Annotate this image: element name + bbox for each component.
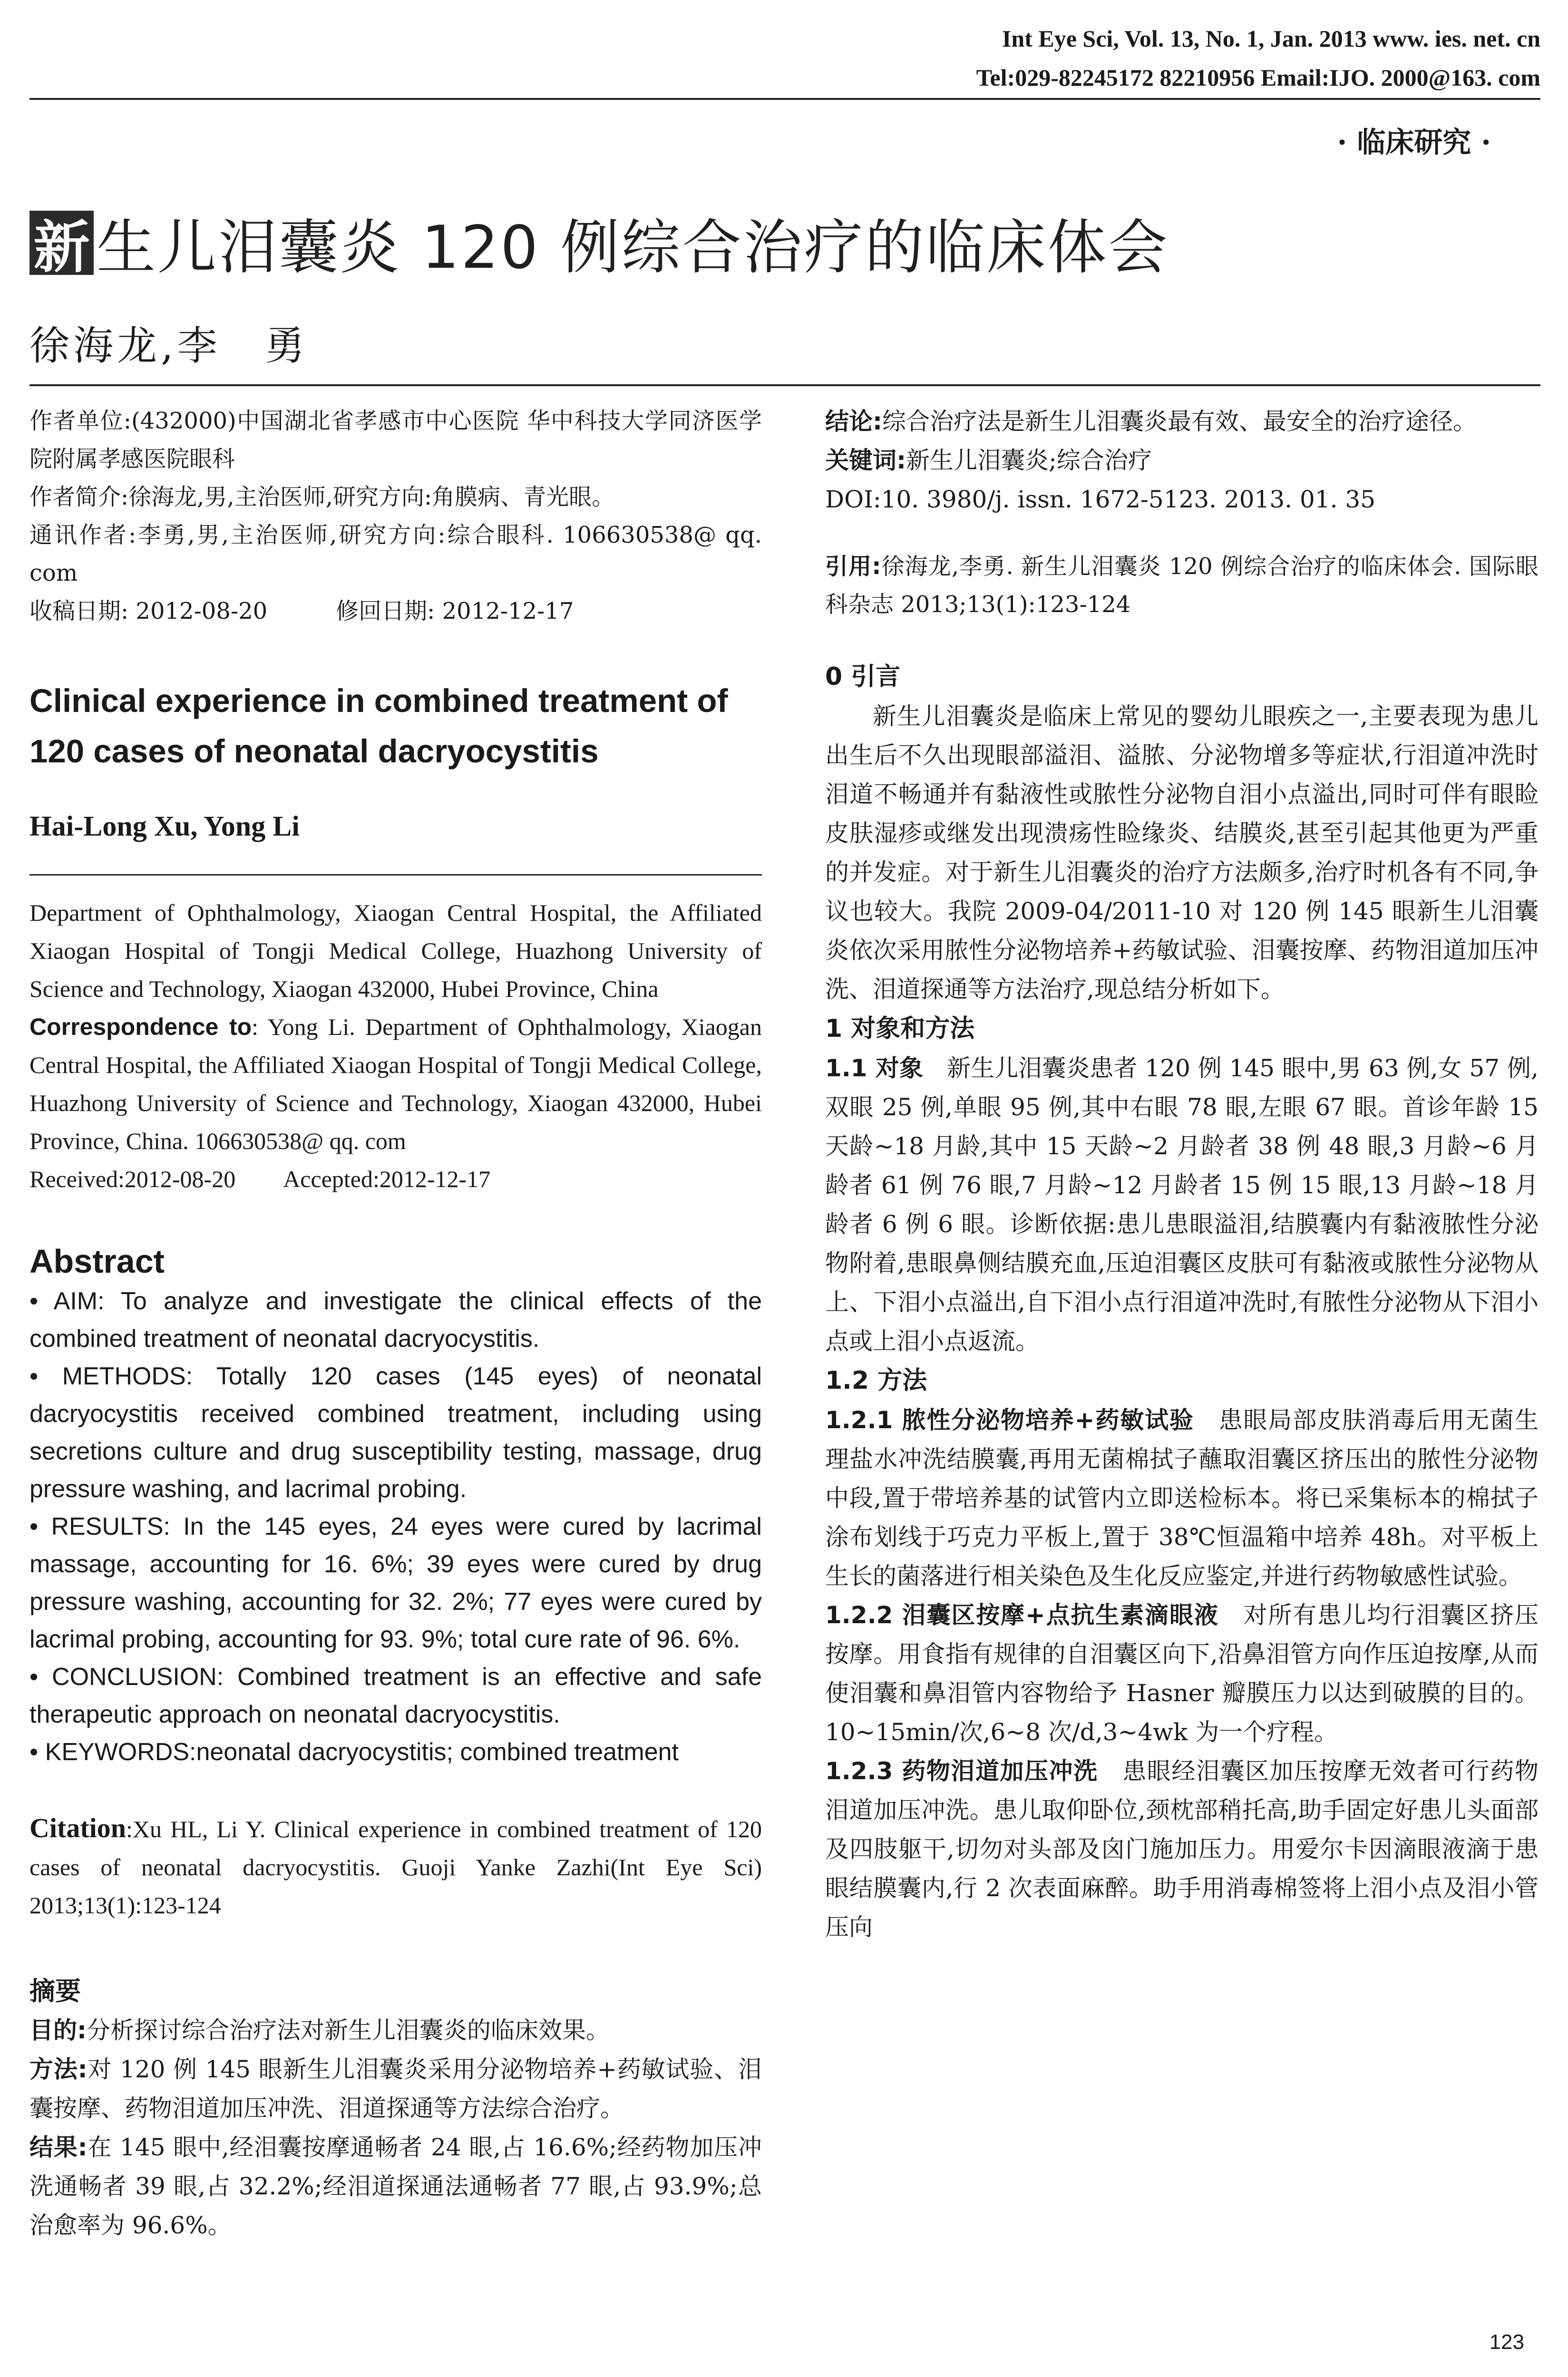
correspondence-zh: 通讯作者:李勇,男,主治医师,研究方向:综合眼科. 106630538@ qq. com [29,522,762,586]
section-1-2-3-label: 1.2.3 药物泪道加压冲洗 [825,1757,1098,1785]
doi: DOI:10. 3980/j. issn. 1672-5123. 2013. 01. 35 [825,486,1376,513]
conclusion-label-zh: 结论: [825,408,882,435]
aim-text-zh: 分析探讨综合治疗法对新生儿泪囊炎的临床效果。 [87,2017,610,2044]
abstract-methods: • METHODS: Totally 120 cases (145 eyes) of neonatal dacryocystitis received combined treatment, including using secretions culture and drug susceptibility testing, massage, drug pressure washing, and lacrimal probing. [29,1363,762,1503]
citation-text: :Xu HL, Li Y. Clinical experience in combined treatment of 120 cases of neonatal dacryocystitis. Guoji Yanke Zazhi(Int Eye Sci) 2013;13(1):123-124 [29,1816,762,1919]
authors-en: Hai-Long Xu, Yong Li [29,810,300,842]
section-1-2-3 [825,1752,1539,1947]
abstract-en [29,1283,762,1771]
abstract-zh-result [29,2128,762,2245]
received-en: Received:2012-08-20 Accepted:2012-12-17 [29,1166,491,1192]
conclusion-text-zh: 综合治疗法是新生儿泪囊炎最有效、最安全的治疗途径。 [882,408,1477,435]
section-1-1 [825,1049,1539,1361]
header-divider [29,98,1540,100]
abstract-zh-left [29,2011,762,2245]
correspondence-text: : Yong Li. Department of Ophthalmology, Xiaogan Central Hospital, the Affiliated Xiaogan Hospital of Tongji Medical College, Huazhong University of Science and Technology, Xiaogan 432000, Hubei Province, China. 106630538@ qq. com [29,1013,762,1154]
abstract-conclusion: • CONCLUSION: Combined treatment is an effective and safe therapeutic approach on neonatal dacryocystitis. [29,1663,762,1728]
section-1-heading: 1 对象和方法 [825,1014,975,1043]
abstract-zh-conclusion [825,402,1539,441]
abstract-aim: • AIM: To analyze and investigate the clinical effects of the combined treatment of neonatal dacryocystitis. [29,1287,762,1353]
method-text-zh: 对 120 例 145 眼新生儿泪囊炎采用分泌物培养+药敏试验、泪囊按摩、药物泪道加压冲洗、泪道探通等方法综合治疗。 [29,2056,762,2122]
method-label-zh: 方法: [29,2056,88,2083]
cite-label-zh: 引用: [825,553,881,580]
abstract-zh-right [825,402,1539,519]
author-bio-zh: 作者简介:徐海龙,男,主治医师,研究方向:角膜病、青光眼。 [29,484,615,510]
aim-label-zh: 目的: [29,2017,87,2044]
abstract-zh-method [29,2050,762,2128]
intro-heading: 0 引言 [825,662,901,691]
page-number: 123 [1489,2330,1524,2354]
result-text-zh: 在 145 眼中,经泪囊按摩通畅者 24 眼,占 16.6%;经药物加压冲洗通畅者 39 眼,占 32.2%;经泪道探通法通畅者 77 眼,占 93.9%;总治愈率为 96.6%。 [29,2133,762,2239]
section-label: · 临床研究 · [1337,126,1491,159]
section-1-2-2 [825,1596,1539,1752]
section-1-2-heading: 1.2 方法 [825,1366,927,1395]
keywords-text-zh: 新生儿泪囊炎;综合治疗 [906,447,1152,474]
section-1-1-label: 1.1 对象 [825,1054,924,1082]
department-en: Department of Ophthalmology, Xiaogan Central Hospital, the Affiliated Xiaogan Hospital of Tongji Medical College, Huazhong University of Science and Technology, Xiaogan 432000, Hubei Province, China [29,899,762,1002]
author-info-block [29,402,762,630]
intro-paragraph: 新生儿泪囊炎是临床上常见的婴幼儿眼疾之一,主要表现为患儿出生后不久出现眼部溢泪、溢脓、分泌物增多等症状,行泪道冲洗时泪道不畅通并有黏液性或脓性分泌物自泪小点溢出,同时可伴有眼睑皮肤湿疹或继发出现溃疡性睑缘炎、结膜炎,甚至引起其他更为严重的并发症。对于新生儿泪囊炎的治疗方法颇多,治疗时机各有不同,争议也较大。我院 2009-04/2011-10 对 120 例 145 眼新生儿泪囊炎依次采用脓性分泌物培养+药敏试验、泪囊按摩、药物泪道加压冲洗、泪道探通等方法治疗,现总结分析如下。 [825,702,1539,1003]
abstract-heading: Abstract [29,1243,165,1280]
section-1-1-text: 新生儿泪囊炎患者 120 例 145 眼中,男 63 例,女 57 例,双眼 25 例,单眼 95 例,其中右眼 78 眼,左眼 67 眼。首诊年龄 15 天龄~18 月龄,其中 15 天龄~2 月龄者 38 例 48 眼,3 月龄~6 月龄者 61 例 76 眼,7 月龄~12 月龄者 15 例 15 眼,13 月龄~18 月龄者 6 例 6 眼。诊断依据:患儿患眼溢泪,结膜囊内有黏液脓性分泌物附着,患眼鼻侧结膜充血,压迫泪囊区皮肤可有黏液或脓性分泌物从上、下泪小点溢出,自下泪小点行泪道冲洗时,有脓性分泌物从下泪小点或上泪小点返流。 [825,1054,1539,1355]
right-column [825,402,1539,1947]
abstract-zh-keywords [825,441,1539,480]
citation-en [29,1809,762,1924]
english-divider [29,874,762,876]
dates-zh: 收稿日期: 2012-08-20 修回日期: 2012-12-17 [29,598,574,624]
authors-zh: 徐海龙,李 勇 [29,322,309,369]
section-1-2-1 [825,1401,1539,1596]
journal-contact-line: Tel:029-82245172 82210956 Email:IJO. 2000@163. com [976,64,1540,91]
journal-header [732,19,1540,97]
title-text: 生儿泪囊炎 120 例综合治疗的临床体会 [97,214,1169,282]
cite-text-zh: 徐海龙,李勇. 新生儿泪囊炎 120 例综合治疗的临床体会. 国际眼科杂志 2013;13(1):123-124 [825,553,1539,618]
title-en: Clinical experience in combined treatment of 120 cases of neonatal dacryocystitis [29,682,728,770]
section-1-2-3-text: 患眼经泪囊区加压按摩无效者可行药物泪道加压冲洗。患儿取仰卧位,颈枕部稍托高,助手固定好患儿头面部及四肢躯干,切勿对头部及囟门施加压力。用爱尔卡因滴眼液滴于患眼结膜囊内,行 2 次表面麻醉。助手用消毒棉签将上泪小点及泪小管压向 [825,1757,1539,1941]
english-affiliation-block [29,894,762,1198]
affiliation-zh: 作者单位:(432000)中国湖北省孝感市中心医院 华中科技大学同济医学院附属孝感医院眼科 [29,408,762,472]
result-label-zh: 结果: [29,2133,88,2161]
keywords-label-zh: 关键词: [825,447,906,474]
abstract-zh-heading: 摘要 [29,1976,81,2006]
section-1-2-2-label: 1.2.2 泪囊区按摩+点抗生素滴眼液 [825,1601,1219,1629]
citation-label: Citation [29,1812,126,1843]
abstract-results: • RESULTS: In the 145 eyes, 24 eyes were cured by lacrimal massage, accounting for 16. 6%; 39 eyes were cured by drug pressure washing, accounting for 32. 2%; 77 eyes were cured by lacrimal probing, accounting for 93. 9%; total cure rate of 96. 6%. [29,1513,762,1653]
title-initial-mark: 新 [29,211,94,275]
abstract-keywords: • KEYWORDS:neonatal dacryocystitis; combined treatment [29,1738,679,1766]
abstract-zh-aim [29,2011,762,2050]
journal-info-line: Int Eye Sci, Vol. 13, No. 1, Jan. 2013 www. ies. net. cn [1002,25,1540,52]
correspondence-en [29,1008,762,1160]
article-title [29,200,1542,285]
section-1-2-1-label: 1.2.1 脓性分泌物培养+药敏试验 [825,1406,1194,1434]
cite-zh [825,547,1539,623]
title-divider [29,384,1540,386]
correspondence-label: Correspondence to [29,1013,252,1040]
section-1-2-2-text: 对所有患儿均行泪囊区挤压按摩。用食指有规律的自泪囊区向下,沿鼻泪管方向作压迫按摩,从而使泪囊和鼻泪管内容物给予 Hasner 瓣膜压力以达到破膜的目的。10~15min/次,6~8 次/d,3~4wk 为一个疗程。 [825,1601,1539,1746]
section-1-2-1-text: 患眼局部皮肤消毒后用无菌生理盐水冲洗结膜囊,再用无菌棉拭子蘸取泪囊区挤压出的脓性分泌物中段,置于带培养基的试管内立即送检标本。将已采集标本的棉拭子涂布划线于巧克力平板上,置于 38℃恒温箱中培养 48h。对平板上生长的菌落进行相关染色及生化反应鉴定,并进行药物敏感性试验。 [825,1406,1539,1590]
left-column [29,402,762,2245]
